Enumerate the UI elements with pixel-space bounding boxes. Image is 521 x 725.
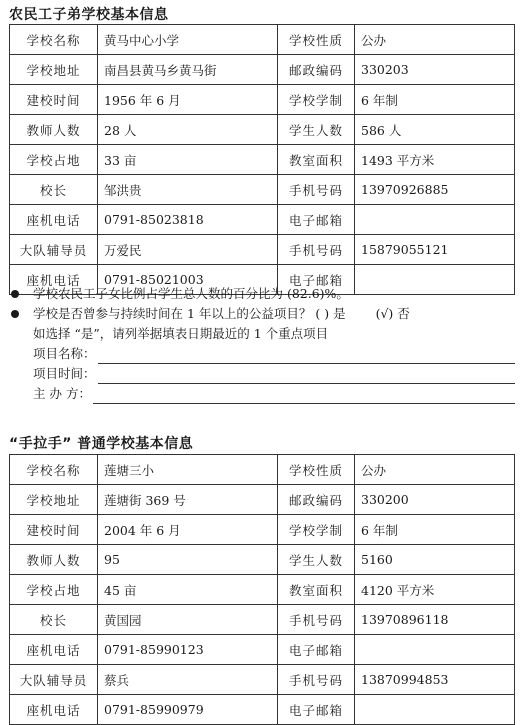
table-row [10,545,515,575]
table-row [10,175,515,205]
field-label: 电子邮箱 [278,205,355,235]
field-label: 学校名称 [10,25,98,55]
field-label: 学校占地 [10,575,98,605]
organizer-label: 主 办 方： [33,386,91,401]
field-value: 13970926885 [355,175,515,205]
field-value: 6 年制 [355,85,515,115]
field-value: 5160 [355,545,515,575]
field-label: 教师人数 [10,545,98,575]
field-label: 学校占地 [10,145,98,175]
field-label: 座机电话 [10,635,98,665]
field-value: 13870994853 [355,665,515,695]
table-row [10,605,515,635]
field-value: 莲塘街 369 号 [98,485,278,515]
field-label: 教室面积 [278,145,355,175]
field-value: 45 亩 [98,575,278,605]
project-time-row [9,364,515,384]
field-value: 95 [98,545,278,575]
table-row [10,665,515,695]
field-label: 邮政编码 [278,55,355,85]
table-row [10,115,515,145]
table-row [10,515,515,545]
project-time-blank [98,369,515,384]
field-value: 330200 [355,485,515,515]
field-value: 28 人 [98,115,278,145]
organizer-row [9,384,515,404]
note-public-project [9,304,515,324]
project-name-label: 项目名称： [33,346,96,361]
project-name-blank [98,349,515,364]
field-label: 学校地址 [10,485,98,515]
field-value: 0791-85023818 [98,205,278,235]
note-public-project-question: 学校是否曾参与持续时间在 1 年以上的公益项目？ ( ) 是 [33,306,346,321]
field-label: 手机号码 [278,235,355,265]
field-label: 大队辅导员 [10,235,98,265]
table-row [10,85,515,115]
field-label: 电子邮箱 [278,265,355,295]
notes-section [9,284,515,404]
field-value: 15879055121 [355,235,515,265]
table-row [10,635,515,665]
field-label: 学生人数 [278,545,355,575]
field-label: 座机电话 [10,205,98,235]
field-label: 手机号码 [278,665,355,695]
field-value: 黄国园 [98,605,278,635]
field-value: 南昌县黄马乡黄马街 [98,55,278,85]
note-girl-ratio-text: 学校农民工子女比例占学生总人数的百分比为 (82.6)%。 [33,286,349,301]
field-value: 2004 年 6 月 [98,515,278,545]
field-label: 电子邮箱 [278,695,355,725]
field-value: 莲塘三小 [98,455,278,485]
field-label: 学校学制 [278,515,355,545]
field-value: 6 年制 [355,515,515,545]
field-value [355,635,515,665]
field-label: 建校时间 [10,515,98,545]
table-row [10,205,515,235]
table-row [10,575,515,605]
field-value: 黄马中心小学 [98,25,278,55]
table-row [10,695,515,725]
note-public-project-no: (√) 否 [375,306,410,321]
field-label: 座机电话 [10,695,98,725]
field-label: 大队辅导员 [10,665,98,695]
field-value: 0791-85990123 [98,635,278,665]
field-label: 学校名称 [10,455,98,485]
field-value: 586 人 [355,115,515,145]
field-value [355,695,515,725]
section1-title: 农民工子弟学校基本信息 [9,7,169,23]
field-value: 万爱民 [98,235,278,265]
section2-title: “手拉手” 普通学校基本信息 [9,436,194,452]
field-label: 电子邮箱 [278,635,355,665]
field-value: 0791-85990979 [98,695,278,725]
bullet-icon [11,290,19,298]
note-girl-ratio [9,284,515,304]
note-project-instruction: 如选择 “是”，请列举据填表日期最近的 1 个重点项目 [33,326,329,341]
field-label: 教室面积 [278,575,355,605]
field-value: 公办 [355,25,515,55]
farmer-school-info-table [9,24,515,295]
field-label: 建校时间 [10,85,98,115]
field-label: 学生人数 [278,115,355,145]
table-row [10,235,515,265]
table-row [10,25,515,55]
field-value: 1493 平方米 [355,145,515,175]
field-label: 邮政编码 [278,485,355,515]
field-value: 1956 年 6 月 [98,85,278,115]
field-value: 邹洪贵 [98,175,278,205]
field-label: 手机号码 [278,175,355,205]
field-label: 手机号码 [278,605,355,635]
table-row [10,55,515,85]
field-value: 0791-85021003 [98,265,278,295]
field-label: 学校性质 [278,455,355,485]
field-label: 校长 [10,605,98,635]
project-time-label: 项目时间： [33,366,96,381]
field-value: 13970896118 [355,605,515,635]
partner-school-info-table [9,454,515,725]
field-label: 学校地址 [10,55,98,85]
field-value: 4120 平方米 [355,575,515,605]
field-label: 学校学制 [278,85,355,115]
field-value: 公办 [355,455,515,485]
field-value: 蔡兵 [98,665,278,695]
field-label: 校长 [10,175,98,205]
project-name-row [9,344,515,364]
table-row [10,485,515,515]
field-value [355,205,515,235]
table-row [10,455,515,485]
field-value: 330203 [355,55,515,85]
field-label: 座机电话 [10,265,98,295]
organizer-blank [93,389,515,404]
bullet-icon [11,310,19,318]
field-label: 教师人数 [10,115,98,145]
table-row [10,145,515,175]
field-value: 33 亩 [98,145,278,175]
field-label: 学校性质 [278,25,355,55]
